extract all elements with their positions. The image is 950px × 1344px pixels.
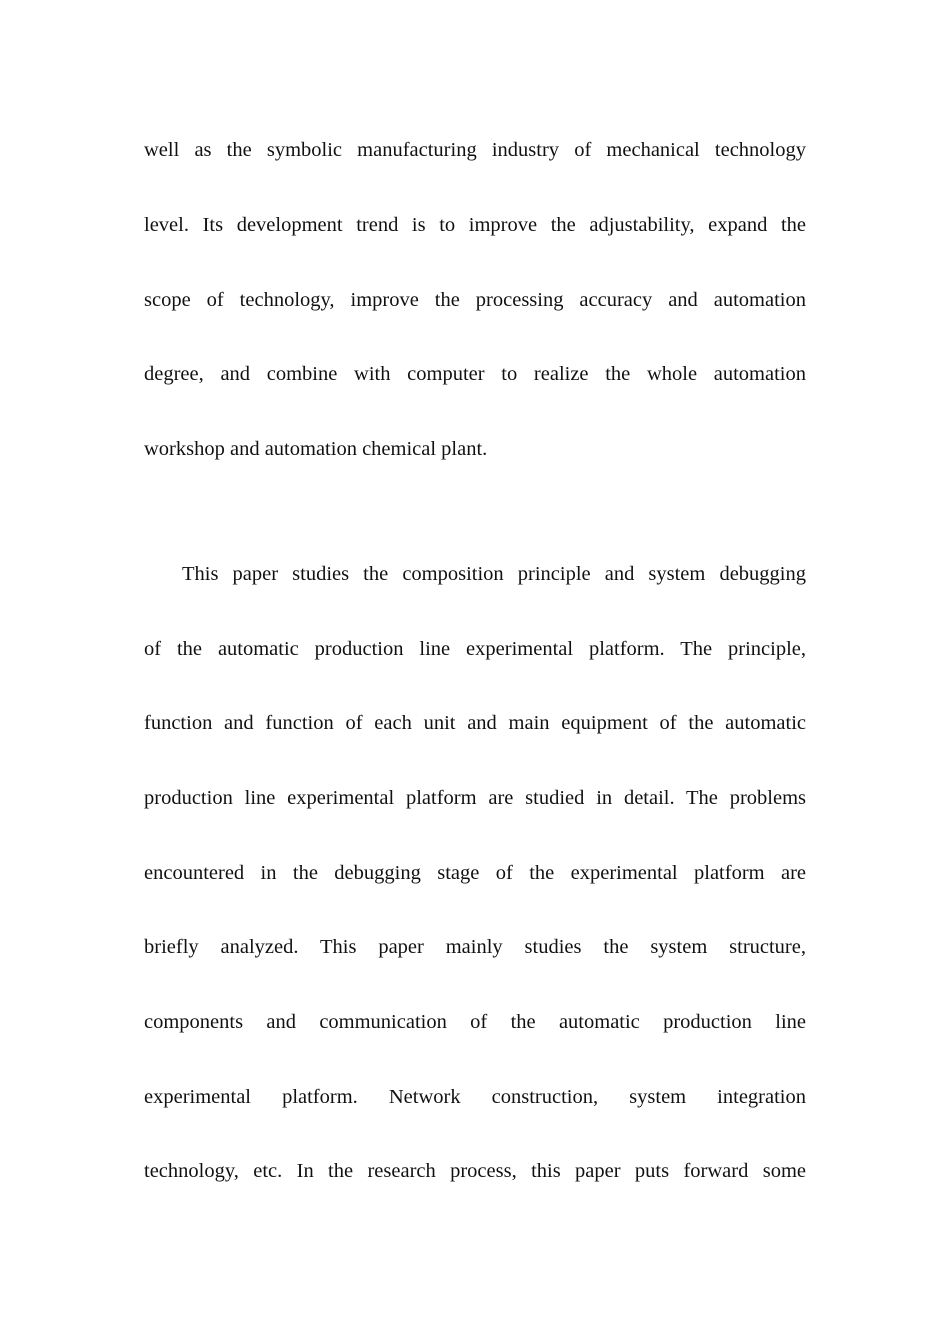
paragraph-line: of the automatic production line experimental platform. The principle, [144,638,806,660]
paragraph-line: function and function of each unit and main equipment of the automatic [144,712,806,734]
paragraph-line: well as the symbolic manufacturing industry of mechanical technology [144,139,806,161]
paragraph-line: encountered in the debugging stage of the experimental platform are [144,862,806,884]
paragraph-line: experimental platform. Network construction, system integration [144,1086,806,1108]
paragraph-line: production line experimental platform are studied in detail. The problems [144,787,806,809]
paragraph-line: scope of technology, improve the processing accuracy and automation [144,289,806,311]
paragraph-line: technology, etc. In the research process, this paper puts forward some [144,1160,806,1182]
paragraph-line: level. Its development trend is to improve the adjustability, expand the [144,214,806,236]
paragraph-line: components and communication of the automatic production line [144,1011,806,1033]
paragraph-line: This paper studies the composition principle and system debugging [182,563,806,585]
paragraph-line: briefly analyzed. This paper mainly studies the system structure, [144,936,806,958]
paragraph-line: degree, and combine with computer to realize the whole automation [144,363,806,385]
paragraph-line: workshop and automation chemical plant. [144,438,488,460]
